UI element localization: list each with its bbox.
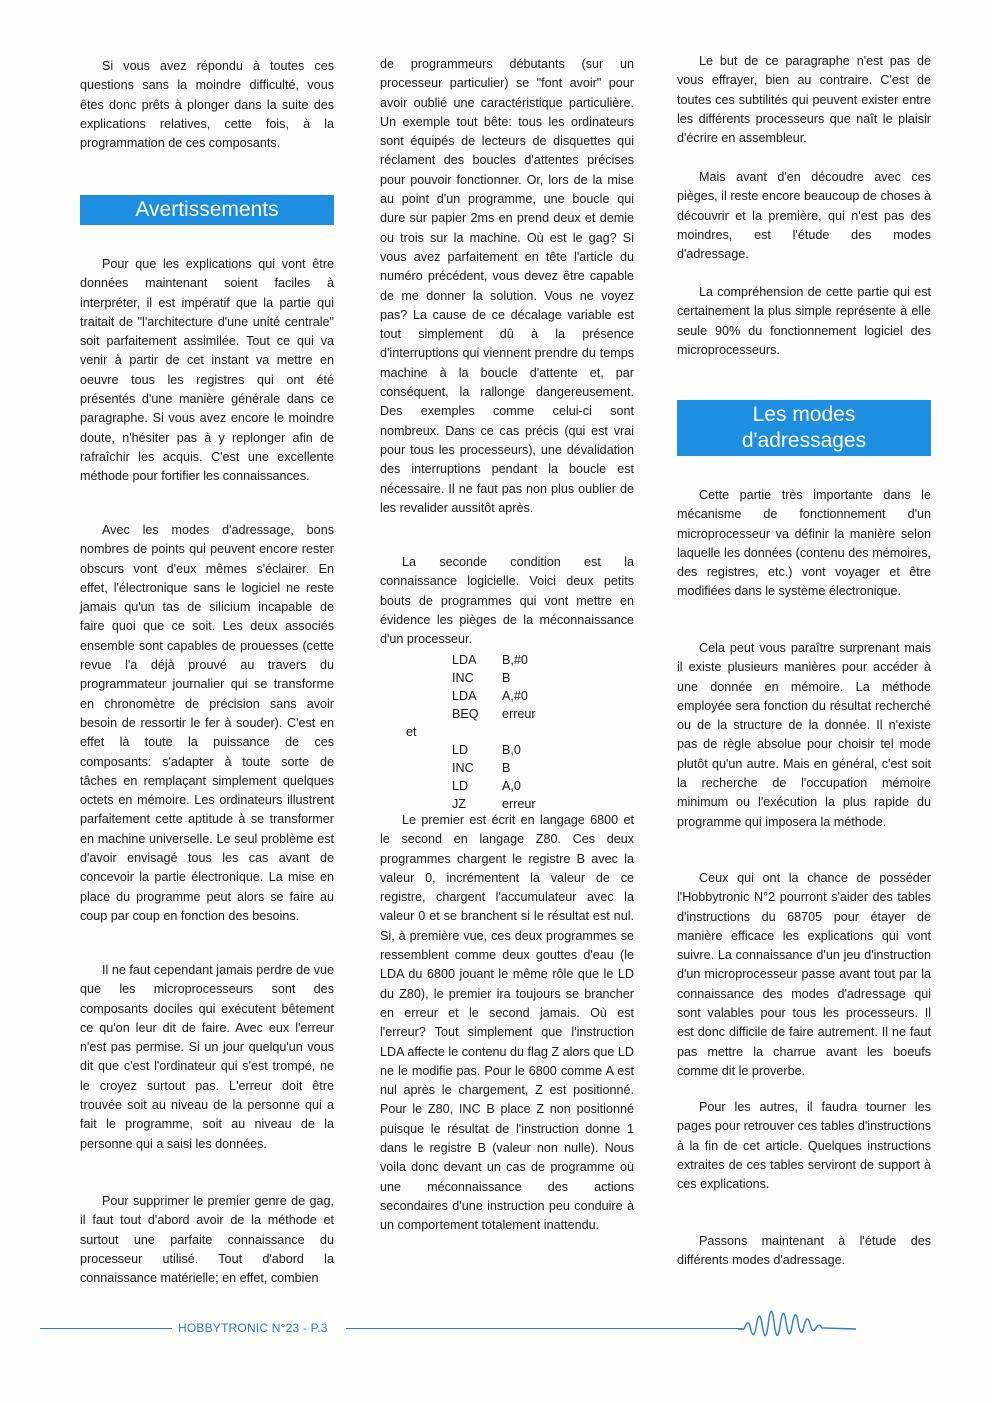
code-operand: A,0 xyxy=(502,779,521,793)
code-operand: B,0 xyxy=(502,743,521,757)
paragraph: de programmeurs débutants (sur un processeur particulier) se "font avoir" pour avoir oublié une caractéristique particulière. Un exemple tout bête: tous les ordinateurs sont équipés de lecteurs de disquettes qui réclament des boucles d'attentes précises pour pouvoir fonctionner. Or, lors de la mise au point d'un programme, une boucle qui dure sur papier 2ms en prend deux et demie ou trois sur la machine. Où est le gag? Si vous avez parfaitement en tête l'article du numéro précédent, vous devez être capable de me donner la solution. Vous ne voyez pas? La cause de ce décalage variable est tout simplement dû à la présence d'interruptions qui viennent prendre du temps machine à la boucle d'attente et, par conséquent, la rallonge dangereusement. Des exemples comme celui-ci sont nombreux. Dans ce cas précis (qui est vrai pour tous les processeurs), une dévalidation des interruptions pendant la boucle est nécessaire. Il ne faut pas non plus oublier de les revalider aussitôt après. xyxy=(380,57,634,515)
paragraph: Le premier est écrit en langage 6800 et le second en langage Z80. Ces deux programmes chargent le registre B avec la valeur 0, incrémentent la valeur de ce registre, chargent l'accumulateur avec la valeur 0 et se branchent si le résultat est nul. Si, à première vue, ces deux programmes se ressemblent comme deux gouttes d'eau (le LDA du 6800 jouant le même rôle que le LD du Z80), le premier ira toujours se brancher en erreur et le second jamais. Où est l'erreur? Tout simplement que l'instruction LDA affecte le contenu du flag Z alors que LD ne le modifie pas. Pour le 6800 comme A est nul après le chargement, Z est positionné. Pour le Z80, INC B place Z non positionné puisque le résultat de l'instruction donne 1 dans le registre B (valeur non nulle). Nous voila donc devant un cas de programme où une méconnaissance des actions secondaires d'une instruction peu conduire à un comportement totalement inattendu. xyxy=(380,813,634,1233)
paragraph: La seconde condition est la connaissance logicielle. Voici deux petits bouts de programmes qui vont mettre en évidence les pièges de la méconnaissance d'un processeur. xyxy=(380,555,634,647)
paragraph: Passons maintenant à l'étude des différents modes d'adressage. xyxy=(677,1234,931,1268)
code-line xyxy=(380,705,634,723)
paragraph: Pour que les explications qui vont être données maintenant soient faciles à interpréter, il est impératif que la partie qui traitait de "l'architecture d'une unité centrale" soit parfaitement assimilée. Tout ce qui va venir à partir de cet instant va mettre en oeuvre tous les registres qui ont été présentés d'une manière générale dans ce paragraphe. Si vous avez encore le moindre doute, n'hésiter pas à y replonger afin de rafraîchir les acquis. C'est une excellente méthode pour fortifier les connaissances. xyxy=(80,257,334,484)
code-opcode: JZ xyxy=(452,797,466,811)
code-line xyxy=(380,741,634,759)
code-line xyxy=(380,651,634,669)
code-opcode: BEQ xyxy=(452,707,479,721)
paragraph-intro: Si vous avez répondu à toutes ces questions sans la moindre difficulté, vous êtes donc prêts à plonger dans la suite des explications relatives, cette fois, à la programmation de ces composants. xyxy=(80,59,334,151)
heading-avertissements xyxy=(80,195,334,225)
code-opcode: LDA xyxy=(452,689,477,703)
code-listing xyxy=(380,651,634,813)
code-operand: erreur xyxy=(502,707,536,721)
code-operand: B,#0 xyxy=(502,653,528,667)
code-opcode: INC xyxy=(452,671,474,685)
code-line xyxy=(380,687,634,705)
paragraph: Cela peut vous paraître surprenant mais il existe plusieurs manières pour accéder à une donnée en mémoire. La méthode employée sera fonction du résultat recherché ou de la structure de la donnée. Il n'existe pas de règle absolue pour choisir tel mode plutôt qu'un autre. Mais en général, c'est soit la recherche de l'occupation mémoire minimum ou l'exécution la plus rapide du programme qui imposera la méthode. xyxy=(677,641,931,829)
paragraph: Mais avant d'en découdre avec ces pièges, il reste encore beaucoup de choses à découvrir et la première, qui n'est pas des moindres, est l'étude des modes d'adressage. xyxy=(677,170,931,262)
heading-line: d'adressages xyxy=(741,429,867,452)
code-line xyxy=(380,669,634,687)
code-line xyxy=(380,759,634,777)
paragraph: Pour les autres, il faudra tourner les pages pour retrouver ces tables d'instructions à la fin de cet article. Quelques instructions extraites de ces tables serviront de support à ces explications. xyxy=(677,1100,931,1192)
code-opcode: INC xyxy=(452,761,474,775)
paragraph: La compréhension de cette partie qui est certainement la plus simple représente à elle seule 90% du fonctionnement logiciel des microprocesseurs. xyxy=(677,285,931,357)
paragraph: Il ne faut cependant jamais perdre de vue que les microprocesseurs sont des composants dociles qui exécutent bêtement ce qu'on leur dit de faire. Avec eux l'erreur n'est pas permise. Si un jour quelqu'un vous dit que c'est l'ordinateur qui s'est trompé, ne le croyez surtout pas. L'erreur doit être trouvée soit au niveau de la personne qui a fait le programme, soit au niveau de la personne qui a saisi les données. xyxy=(80,963,334,1151)
code-operand: B xyxy=(502,761,511,775)
code-operand: A,#0 xyxy=(502,689,528,703)
code-separator-text: et xyxy=(406,725,417,739)
code-opcode: LD xyxy=(452,779,469,793)
code-operand: erreur xyxy=(502,797,536,811)
footer-page-label: HOBBYTRONIC N°23 - P.3 xyxy=(178,1321,328,1335)
code-opcode: LDA xyxy=(452,653,477,667)
code-operand: B xyxy=(502,671,511,685)
heading-modes-adressage xyxy=(677,400,931,456)
paragraph: Avec les modes d'adressage, bons nombres de points qui peuvent encore rester obscurs vont d'eux mêmes s'éclairer. En effet, l'électronique sans le logiciel ne reste jamais qu'un tas de silicium incapable de faire quoi que ce soit. Les deux associés ensemble sont capables de prouesses (cette revue l'a déjà prouvé au travers du programmateur journalier qui se transforme en chronomètre de précision sans avoir besoin de ressortir le fer à souder). C'est en effet là toute la puissance de ces composants: s'adapter à toute sorte de tâches en remplaçant simplement quelques octets en mémoire. Les ordinateurs illustrent parfaitement cette aptitude à se transformer en machine universelle. Le seul problème est d'avoir envisagé tous les cas avant de concevoir la partie électronique. La mise en place du programme peut alors se faire au coup par coup en fonction des besoins. xyxy=(80,523,334,923)
heading-line: Les modes xyxy=(752,403,856,426)
code-line xyxy=(380,777,634,795)
paragraph: Ceux qui ont la chance de posséder l'Hobbytronic N°2 pourront s'aider des tables d'instructions du 68705 pour étayer de manière efficace les explications qui vont suivre. La connaissance d'un jeu d'instruction d'un microprocesseur passe avant tout par la connaissance des modes d'adressage qui sont valables pour tous les processeurs. Il est donc difficile de faire autrement. Il ne faut pas mettre la charrue avant les boeufs comme dit le proverbe. xyxy=(677,871,931,1078)
footer-rule-middle xyxy=(346,1328,742,1329)
footer-rule-left xyxy=(40,1328,172,1329)
heading-avertissements-text: Avertissements xyxy=(135,198,279,221)
waveform-icon xyxy=(738,1302,856,1342)
paragraph: Cette partie très importante dans le mécanisme de fonctionnement d'un microprocesseur va définir la manière selon laquelle les données (contenu des mémoires, des registres, etc.) vont voyager et être modifiées dans le système électronique. xyxy=(677,488,931,599)
code-separator xyxy=(380,723,634,741)
code-opcode: LD xyxy=(452,743,469,757)
paragraph: Le but de ce paragraphe n'est pas de vous effrayer, bien au contraire. C'est de toutes ces subtilités qui peuvent exister entre les différents processeurs que naît le plaisir d'écrire en assembleur. xyxy=(677,54,931,146)
paragraph: Pour supprimer le premier genre de gag, il faut tout d'abord avoir de la méthode et surtout une parfaite connaissance du processeur utilisé. Tout d'abord la connaissance matérielle; en effet, combien xyxy=(80,1194,334,1286)
